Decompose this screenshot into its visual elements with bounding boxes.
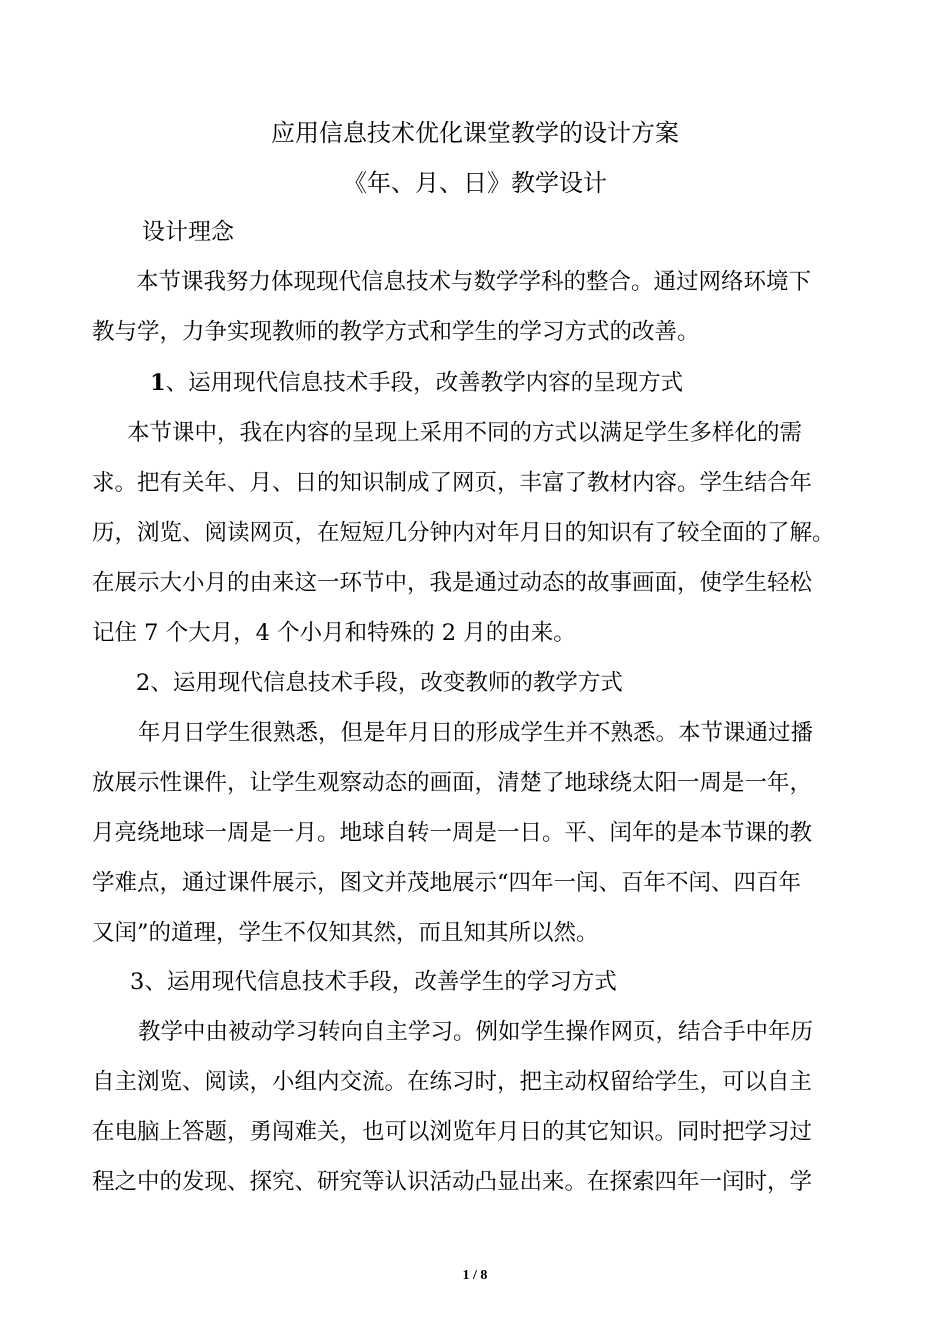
point3-line-1: 教学中由被动学习转向自主学习。例如学生操作网页，结合手中年历 xyxy=(138,1019,814,1045)
point3-heading: 3、运用现代信息技术手段，改善学生的学习方式 xyxy=(130,969,617,995)
point1-line-4: 在展示大小月的由来这一环节中，我是通过动态的故事画面，使学生轻松 xyxy=(92,570,813,596)
point1-line-1: 本节课中，我在内容的呈现上采用不同的方式以满足学生多样化的需 xyxy=(127,420,803,446)
point3-line-2: 自主浏览、阅读，小组内交流。在练习时，把主动权留给学生，可以自主 xyxy=(92,1069,813,1095)
point1-heading xyxy=(150,368,683,398)
document-subtitle: 《年、月、日》教学设计 xyxy=(343,169,607,197)
point2-line-5: 又闰”的道理，学生不仅知其然，而且知其所以然。 xyxy=(92,920,599,946)
point1-line-2: 求。把有关年、月、日的知识制成了网页，丰富了教材内容。学生结合年 xyxy=(92,470,813,496)
point2-line-4: 学难点，通过课件展示，图文并茂地展示“四年一闰、百年不闰、四百年 xyxy=(92,870,802,896)
document-title: 应用信息技术优化课堂教学的设计方案 xyxy=(271,119,679,147)
point2-heading: 2、运用现代信息技术手段，改变教师的教学方式 xyxy=(136,670,623,696)
section-heading: 设计理念 xyxy=(142,219,234,245)
point2-line-3: 月亮绕地球一周是一月。地球自转一周是一日。平、闰年的是本节课的教 xyxy=(92,820,813,846)
point3-line-4: 程之中的发现、探究、研究等认识活动凸显出来。在探索四年一闰时，学 xyxy=(92,1169,813,1195)
intro-line-2: 教与学，力争实现教师的教学方式和学生的学习方式的改善。 xyxy=(92,319,700,345)
point2-line-1: 年月日学生很熟悉，但是年月日的形成学生并不熟悉。本节课通过播 xyxy=(138,720,814,746)
page-number: 1 / 8 xyxy=(462,1268,488,1283)
point1-number: 1 xyxy=(150,370,166,396)
point2-line-2: 放展示性课件，让学生观察动态的画面，清楚了地球绕太阳一周是一年， xyxy=(92,770,813,796)
intro-line-1: 本节课我努力体现现代信息技术与数学学科的整合。通过网络环境下 xyxy=(136,269,812,295)
point1-heading-text: 、运用现代信息技术手段，改善教学内容的呈现方式 xyxy=(165,370,684,396)
point1-line-5: 记住 7 个大月，4 个小月和特殊的 2 月的由来。 xyxy=(92,620,576,646)
point1-line-3: 历，浏览、阅读网页，在短短几分钟内对年月日的知识有了较全面的了解。 xyxy=(92,520,835,546)
point3-line-3: 在电脑上答题，勇闯难关，也可以浏览年月日的其它知识。同时把学习过 xyxy=(92,1119,813,1145)
